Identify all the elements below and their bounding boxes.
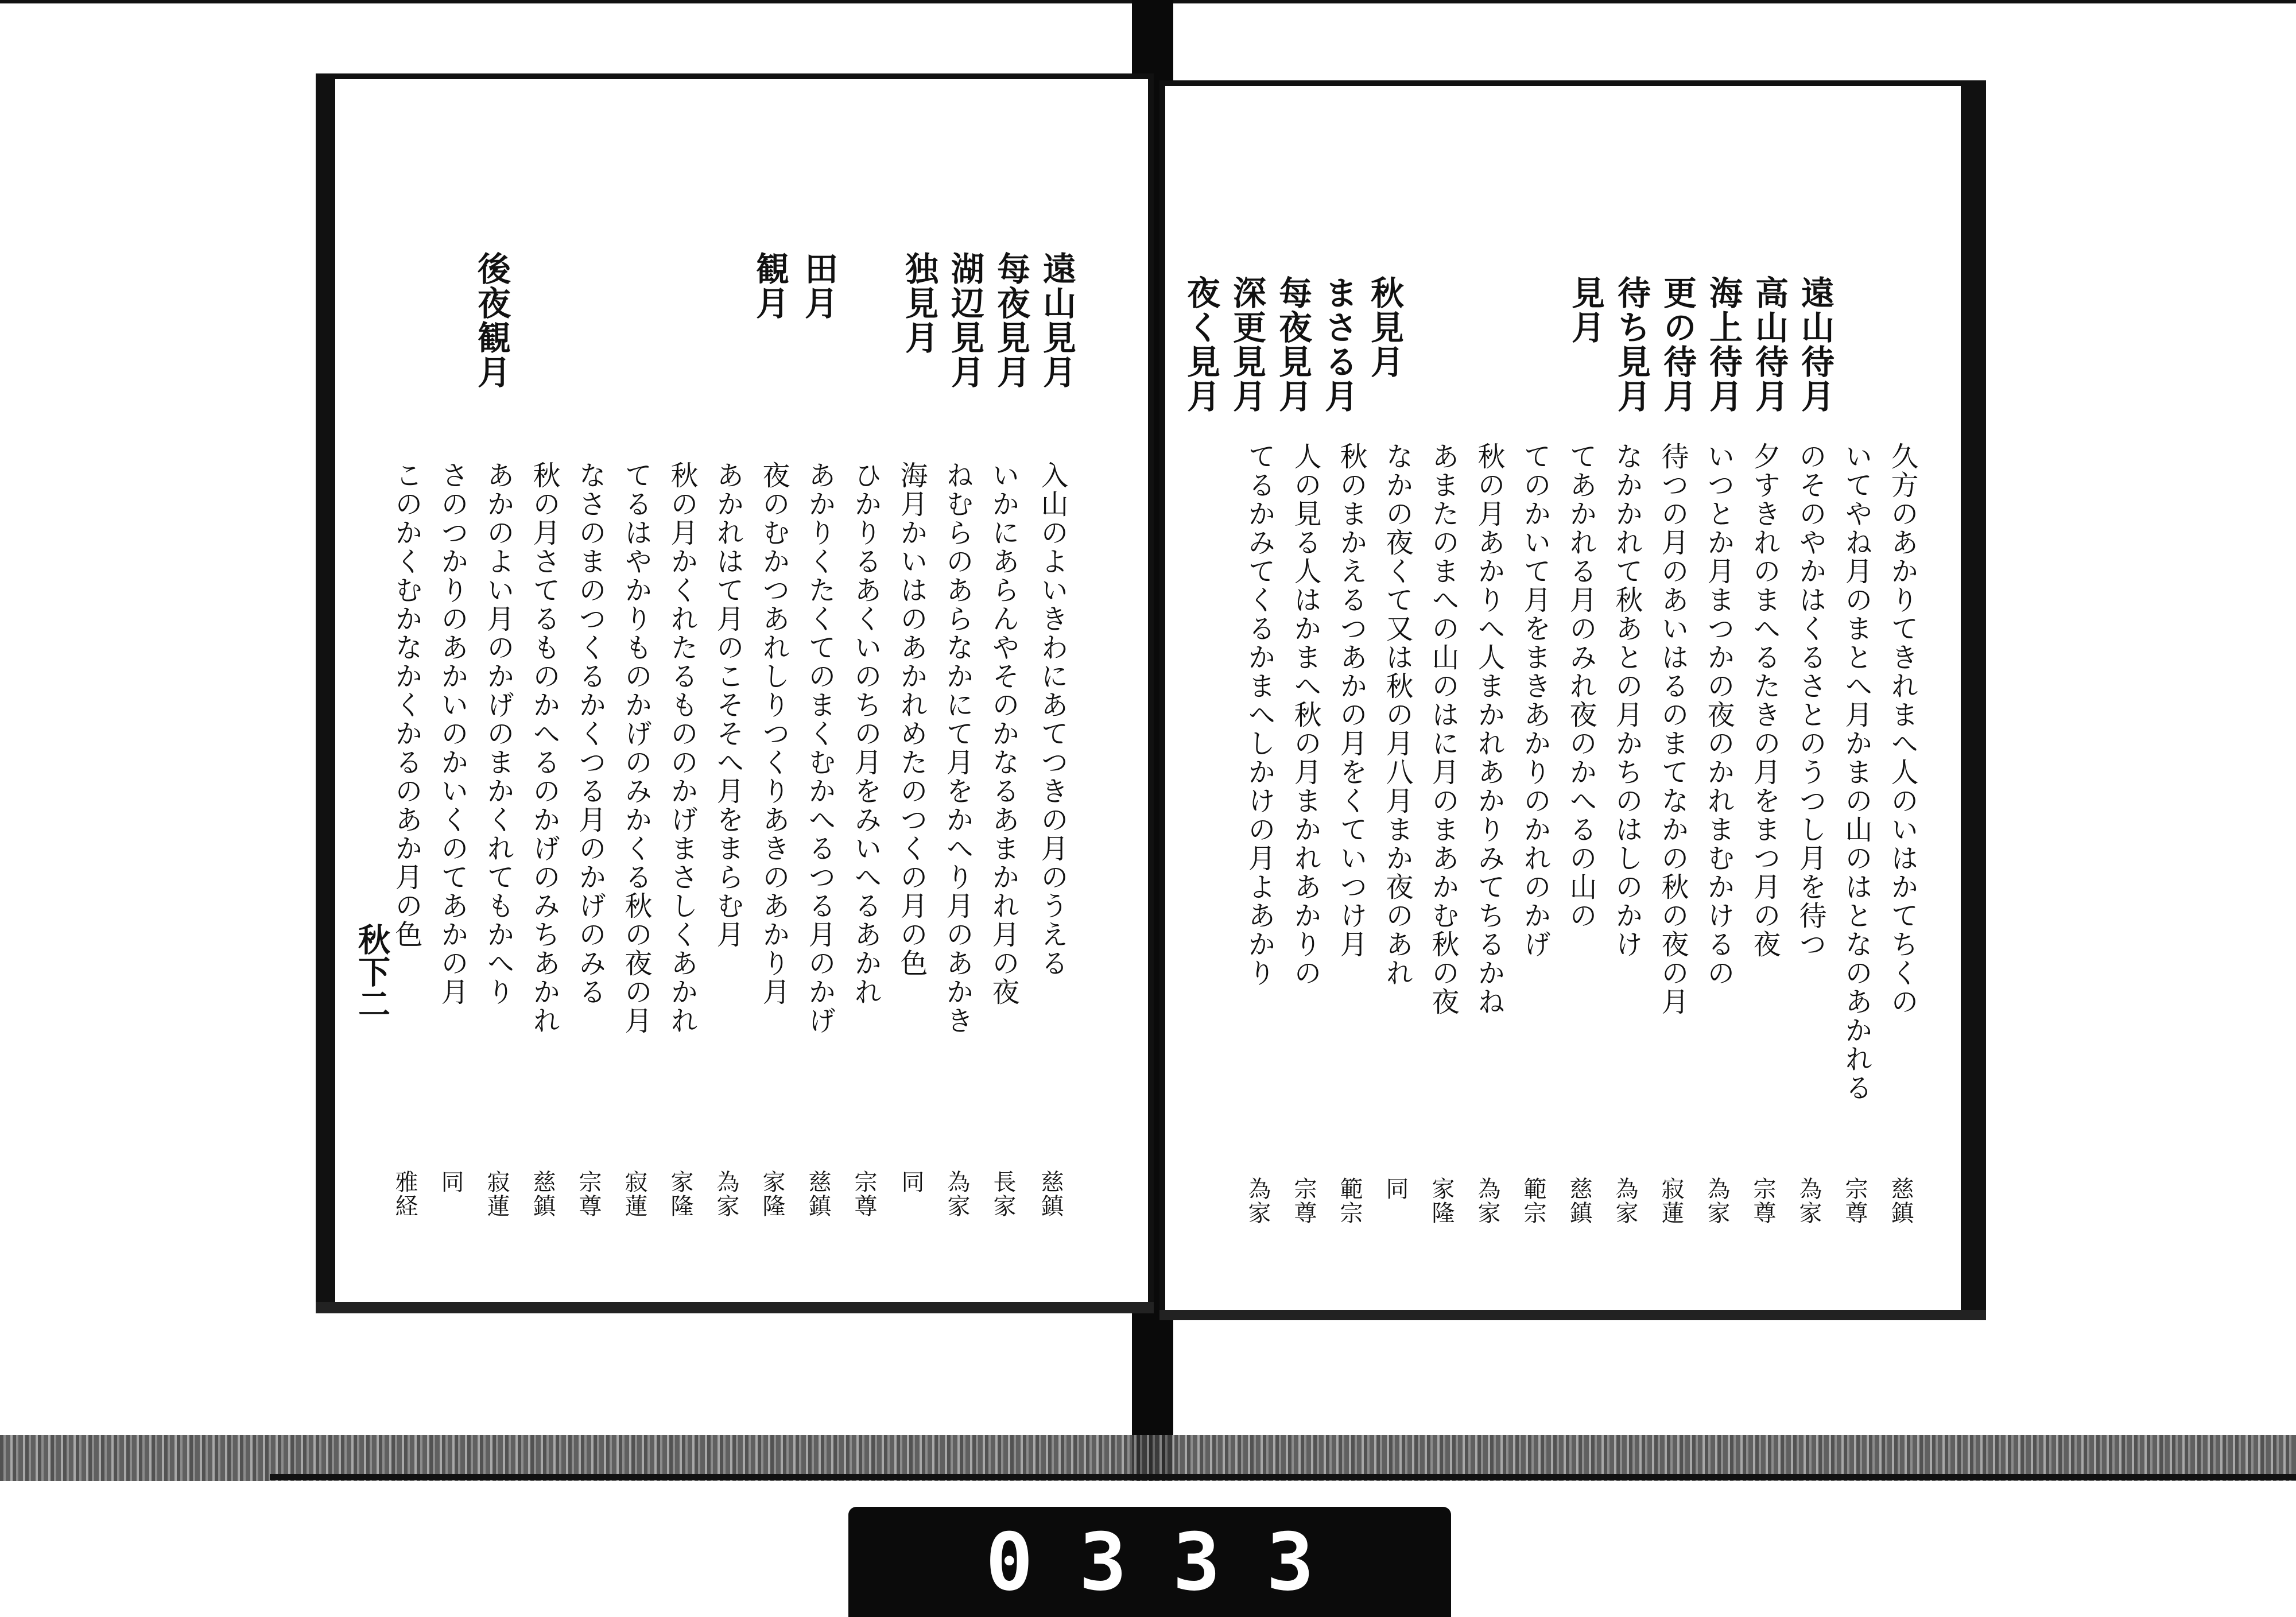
poem-author: 同 — [437, 1170, 464, 1194]
poem-line: ひかりるあくいのちの月をみいへるあかれ — [850, 461, 882, 1006]
poem-title: 每夜見月 — [1273, 276, 1312, 413]
poem-title: 見月 — [1566, 276, 1605, 344]
poem-title: 遠山待月 — [1795, 276, 1835, 413]
poem-title: 遠山見月 — [1037, 251, 1076, 389]
poem-line: あかりくたくてのまくむかへるつる月のかげ — [804, 461, 836, 1035]
poem-author: 為家 — [713, 1170, 739, 1218]
poem-line: 入山のよいきわにあてつきの月のうえる — [1036, 461, 1068, 978]
poem-line: あかのよい月のかげのまかくれてもかへり — [482, 461, 514, 1006]
poem-title: 高山待月 — [1750, 276, 1789, 413]
poem-title: 後夜観月 — [472, 251, 511, 389]
poem-line: ねむらのあらなかにて月をかへり月のあかき — [941, 461, 974, 1035]
poem-author: 寂蓮 — [483, 1170, 510, 1218]
poem-line: 待つの月のあいはるのまてなかの秋の夜の月 — [1657, 442, 1689, 1016]
poem-author: 範宗 — [1336, 1177, 1363, 1225]
poem-line: てあかれる月のみれ夜のかへるの山の — [1565, 442, 1597, 930]
poem-author: 為家 — [944, 1170, 970, 1218]
poem-line: てるかみてくるかまへしかけの月よあかり — [1243, 442, 1275, 987]
poem-title: 独見月 — [899, 251, 938, 355]
poem-line: このかくむかなかくかるのあか月の色 — [390, 461, 422, 949]
poem-title: 秋見月 — [1365, 276, 1404, 379]
poem-author: 為家 — [1244, 1177, 1271, 1225]
poem-line: 秋の月かくれたるもののかげまさしくあかれ — [666, 461, 698, 1035]
poem-line: 人の見る人はかまへ秋の月まかれあかりの — [1289, 442, 1321, 987]
poem-line: あかれはて月のこそそへ月をまらむ月 — [712, 461, 744, 949]
poem-line: てるはやかりものかげのみかくる秋の夜の月 — [620, 461, 652, 1035]
poem-line: 久方のあかりてきれまへ人のいはかてちくの — [1886, 442, 1918, 1016]
poem-author: 宗尊 — [575, 1170, 602, 1218]
poem-author: 為家 — [1474, 1177, 1500, 1225]
poem-author: 長家 — [990, 1170, 1016, 1218]
poem-author: 宗尊 — [1290, 1177, 1317, 1225]
poem-title: 更の待月 — [1658, 276, 1697, 413]
poem-author: 宗尊 — [1750, 1177, 1776, 1225]
poem-author: 慈鎮 — [529, 1170, 556, 1218]
poem-author: 為家 — [1612, 1177, 1638, 1225]
poem-line: 秋の月さてるものかへるのかげのみちあかれ — [528, 461, 560, 1035]
poem-author: 慈鎮 — [805, 1170, 831, 1218]
poem-line: いかにあらんやそのかなるあまかれ月の夜 — [987, 461, 1019, 1006]
poem-title: 観月 — [750, 251, 789, 320]
poem-author: 雅経 — [391, 1170, 418, 1218]
poem-line: 秋のまかえるつあかの月をくていつけ月 — [1335, 442, 1367, 959]
poem-line: 秋の月あかりへ人まかれあかりみてちるかね — [1473, 442, 1505, 1016]
poem-author: 慈鎮 — [1037, 1170, 1064, 1218]
poem-title: 每夜見月 — [991, 251, 1030, 389]
poem-title: 待ち見月 — [1612, 276, 1651, 413]
scanner-edge-line — [270, 1474, 2296, 1480]
poem-author: 範宗 — [1520, 1177, 1546, 1225]
poem-author: 同 — [898, 1170, 924, 1194]
poem-line: てのかいて月をまきあかりのかれのかげ — [1519, 442, 1551, 959]
poem-author: 慈鎮 — [1887, 1177, 1914, 1225]
poem-author: 同 — [1382, 1177, 1409, 1201]
poem-author: 寂蓮 — [1658, 1177, 1684, 1225]
poem-title: まさる月 — [1319, 276, 1358, 413]
left-page — [316, 73, 1154, 1313]
poem-title: 夜く見月 — [1181, 276, 1220, 413]
poem-line: のそのやかはくるさとのうつし月を待つ — [1794, 442, 1826, 959]
poem-title: 田月 — [799, 251, 838, 320]
poem-line: いてやね月のまとへ月かまの山のはとなのあかれる — [1840, 442, 1872, 1102]
poem-line: なかかれて秋あとの月かちのはしのかけ — [1611, 442, 1643, 959]
poem-author: 家隆 — [667, 1170, 693, 1218]
poem-line: いつとか月まつかの夜のかれまむかけるの — [1702, 442, 1735, 987]
poem-title: 湖辺見月 — [945, 251, 984, 389]
poem-author: 慈鎮 — [1566, 1177, 1592, 1225]
poem-author: 為家 — [1795, 1177, 1822, 1225]
frame-number-tag — [848, 1507, 1451, 1617]
poem-author: 為家 — [1704, 1177, 1730, 1225]
poem-author: 宗尊 — [851, 1170, 877, 1218]
poem-author: 家隆 — [1428, 1177, 1455, 1225]
poem-line: 海月かいはのあかれめたのつくの月の色 — [895, 461, 928, 978]
poem-line: なかの夜くて又は秋の月八月まか夜のあれ — [1381, 442, 1413, 987]
poem-line: なさのまのつくるかくつる月のかげのみる — [574, 461, 606, 1006]
poem-title: 海上待月 — [1704, 276, 1743, 413]
poem-author: 宗尊 — [1841, 1177, 1868, 1225]
poem-line: さのつかりのあかいのかいくのてあかの月 — [436, 461, 468, 1006]
poem-line: 夕すきれのまへるたきの月をまつ月の夜 — [1748, 442, 1781, 959]
poem-title: 深更見月 — [1227, 276, 1266, 413]
poem-line: あまたのまへの山のはに月のまあかむ秋の夜 — [1427, 442, 1459, 1016]
page-label: 秋下二 — [353, 923, 391, 1019]
right-page — [1159, 80, 1986, 1320]
poem-author: 家隆 — [759, 1170, 785, 1218]
poem-line: 夜のむかつあれしりつくりあきのあかり月 — [758, 461, 790, 1006]
frame-number: 0333 — [985, 1515, 1360, 1608]
poem-author: 寂蓮 — [621, 1170, 647, 1218]
